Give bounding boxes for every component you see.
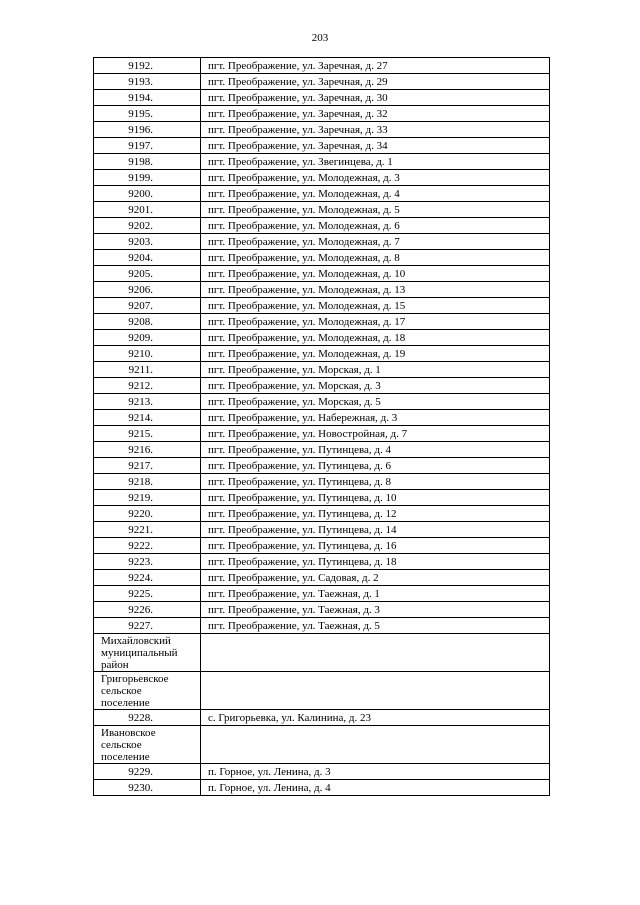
section-heading-line: район	[101, 659, 129, 671]
address-cell: пгт. Преображение, ул. Путинцева, д. 6	[201, 458, 550, 474]
table-row	[94, 74, 550, 90]
table-row	[94, 538, 550, 554]
table-row	[94, 234, 550, 250]
address-cell: пгт. Преображение, ул. Заречная, д. 33	[201, 122, 550, 138]
row-number: 9229.	[94, 764, 201, 780]
row-number: 9207.	[94, 298, 201, 314]
row-number: 9212.	[94, 378, 201, 394]
table-row	[94, 442, 550, 458]
empty-cell	[201, 726, 550, 764]
address-cell: пгт. Преображение, ул. Молодежная, д. 3	[201, 170, 550, 186]
table-row	[94, 458, 550, 474]
section-heading-line: поселение	[101, 697, 150, 709]
address-cell: пгт. Преображение, ул. Таежная, д. 5	[201, 618, 550, 634]
section-heading-line: Ивановское	[101, 727, 156, 739]
address-cell: пгт. Преображение, ул. Путинцева, д. 14	[201, 522, 550, 538]
address-cell: пгт. Преображение, ул. Путинцева, д. 18	[201, 554, 550, 570]
table-row	[94, 362, 550, 378]
section-row	[94, 672, 550, 710]
table-row	[94, 122, 550, 138]
section-heading-line: поселение	[101, 751, 150, 763]
address-cell: пгт. Преображение, ул. Молодежная, д. 18	[201, 330, 550, 346]
row-number: 9192.	[94, 58, 201, 74]
address-cell: пгт. Преображение, ул. Молодежная, д. 15	[201, 298, 550, 314]
table-row	[94, 506, 550, 522]
row-number: 9194.	[94, 90, 201, 106]
table-row	[94, 378, 550, 394]
row-number: 9208.	[94, 314, 201, 330]
section-heading-line: Григорьевское	[101, 673, 169, 685]
row-number: 9216.	[94, 442, 201, 458]
address-table-body	[94, 58, 550, 796]
address-cell: пгт. Преображение, ул. Звегинцева, д. 1	[201, 154, 550, 170]
address-cell: пгт. Преображение, ул. Морская, д. 3	[201, 378, 550, 394]
row-number: 9200.	[94, 186, 201, 202]
address-cell: пгт. Преображение, ул. Заречная, д. 27	[201, 58, 550, 74]
section-heading-line: муниципальный	[101, 647, 178, 659]
table-row	[94, 138, 550, 154]
table-row	[94, 106, 550, 122]
row-number: 9201.	[94, 202, 201, 218]
table-row	[94, 602, 550, 618]
table-row	[94, 90, 550, 106]
table-row	[94, 346, 550, 362]
row-number: 9209.	[94, 330, 201, 346]
address-cell: пгт. Преображение, ул. Заречная, д. 32	[201, 106, 550, 122]
row-number: 9206.	[94, 282, 201, 298]
section-row	[94, 726, 550, 764]
address-cell: пгт. Преображение, ул. Молодежная, д. 4	[201, 186, 550, 202]
section-heading-line: сельское	[101, 739, 142, 751]
table-row	[94, 202, 550, 218]
row-number: 9197.	[94, 138, 201, 154]
row-number: 9195.	[94, 106, 201, 122]
table-row	[94, 282, 550, 298]
table-row	[94, 426, 550, 442]
address-cell: пгт. Преображение, ул. Новостройная, д. 7	[201, 426, 550, 442]
table-row	[94, 330, 550, 346]
table-row	[94, 410, 550, 426]
table-row	[94, 170, 550, 186]
section-row	[94, 634, 550, 672]
table-row	[94, 218, 550, 234]
table-row	[94, 250, 550, 266]
table-row	[94, 58, 550, 74]
table-row	[94, 314, 550, 330]
row-number: 9210.	[94, 346, 201, 362]
row-number: 9214.	[94, 410, 201, 426]
table-row	[94, 570, 550, 586]
address-cell: пгт. Преображение, ул. Путинцева, д. 4	[201, 442, 550, 458]
address-cell: пгт. Преображение, ул. Молодежная, д. 10	[201, 266, 550, 282]
address-cell: пгт. Преображение, ул. Молодежная, д. 17	[201, 314, 550, 330]
address-cell: п. Горное, ул. Ленина, д. 3	[201, 764, 550, 780]
section-heading	[94, 634, 201, 672]
row-number: 9230.	[94, 780, 201, 796]
row-number: 9227.	[94, 618, 201, 634]
address-cell: пгт. Преображение, ул. Путинцева, д. 16	[201, 538, 550, 554]
section-heading-line: Михайловский	[101, 635, 171, 647]
table-row	[94, 154, 550, 170]
address-cell: пгт. Преображение, ул. Молодежная, д. 8	[201, 250, 550, 266]
table-row	[94, 474, 550, 490]
empty-cell	[201, 672, 550, 710]
row-number: 9225.	[94, 586, 201, 602]
table-row	[94, 764, 550, 780]
address-cell: пгт. Преображение, ул. Морская, д. 5	[201, 394, 550, 410]
address-cell: пгт. Преображение, ул. Молодежная, д. 7	[201, 234, 550, 250]
address-cell: пгт. Преображение, ул. Молодежная, д. 13	[201, 282, 550, 298]
section-heading	[94, 726, 201, 764]
address-cell: пгт. Преображение, ул. Таежная, д. 1	[201, 586, 550, 602]
address-cell: п. Горное, ул. Ленина, д. 4	[201, 780, 550, 796]
row-number: 9203.	[94, 234, 201, 250]
table-row	[94, 618, 550, 634]
row-number: 9199.	[94, 170, 201, 186]
row-number: 9226.	[94, 602, 201, 618]
row-number: 9196.	[94, 122, 201, 138]
table-row	[94, 266, 550, 282]
row-number: 9202.	[94, 218, 201, 234]
address-cell: пгт. Преображение, ул. Таежная, д. 3	[201, 602, 550, 618]
row-number: 9218.	[94, 474, 201, 490]
table-row	[94, 522, 550, 538]
row-number: 9198.	[94, 154, 201, 170]
address-cell: пгт. Преображение, ул. Молодежная, д. 5	[201, 202, 550, 218]
address-cell: пгт. Преображение, ул. Заречная, д. 29	[201, 74, 550, 90]
row-number: 9211.	[94, 362, 201, 378]
table-row	[94, 394, 550, 410]
row-number: 9221.	[94, 522, 201, 538]
row-number: 9204.	[94, 250, 201, 266]
row-number: 9205.	[94, 266, 201, 282]
table-row	[94, 554, 550, 570]
row-number: 9215.	[94, 426, 201, 442]
table-row	[94, 490, 550, 506]
section-heading	[94, 672, 201, 710]
row-number: 9228.	[94, 710, 201, 726]
address-cell: пгт. Преображение, ул. Садовая, д. 2	[201, 570, 550, 586]
row-number: 9193.	[94, 74, 201, 90]
row-number: 9213.	[94, 394, 201, 410]
table-row	[94, 710, 550, 726]
row-number: 9217.	[94, 458, 201, 474]
row-number: 9223.	[94, 554, 201, 570]
row-number: 9219.	[94, 490, 201, 506]
address-cell: пгт. Преображение, ул. Набережная, д. 3	[201, 410, 550, 426]
address-cell: пгт. Преображение, ул. Путинцева, д. 12	[201, 506, 550, 522]
address-cell: пгт. Преображение, ул. Морская, д. 1	[201, 362, 550, 378]
empty-cell	[201, 634, 550, 672]
address-cell: пгт. Преображение, ул. Заречная, д. 30	[201, 90, 550, 106]
table-row	[94, 780, 550, 796]
row-number: 9220.	[94, 506, 201, 522]
table-row	[94, 298, 550, 314]
address-table	[93, 57, 550, 796]
address-cell: пгт. Преображение, ул. Молодежная, д. 6	[201, 218, 550, 234]
address-cell: пгт. Преображение, ул. Путинцева, д. 10	[201, 490, 550, 506]
table-row	[94, 186, 550, 202]
address-cell: пгт. Преображение, ул. Молодежная, д. 19	[201, 346, 550, 362]
row-number: 9224.	[94, 570, 201, 586]
row-number: 9222.	[94, 538, 201, 554]
address-cell: пгт. Преображение, ул. Путинцева, д. 8	[201, 474, 550, 490]
address-cell: с. Григорьевка, ул. Калинина, д. 23	[201, 710, 550, 726]
table-row	[94, 586, 550, 602]
address-cell: пгт. Преображение, ул. Заречная, д. 34	[201, 138, 550, 154]
page-number: 203	[311, 32, 329, 44]
section-heading-line: сельское	[101, 685, 142, 697]
